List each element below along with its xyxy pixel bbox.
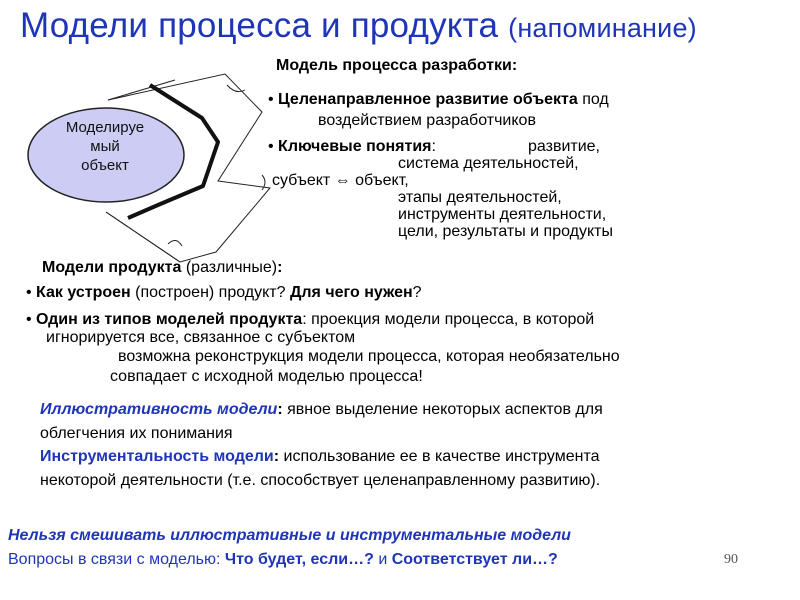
ellipse-label-line: мый — [90, 138, 120, 155]
product-bullet-1-mid: (построен) продукт? — [135, 284, 286, 301]
product-heading-colon: : — [277, 259, 283, 276]
diagram-angle-arc — [168, 240, 182, 246]
diagram-ray — [108, 80, 175, 100]
footer-question-2: Соответствует ли…? — [391, 551, 558, 568]
product-bullet-2: • Один из типов моделей продукта: проекция модели процесса, в которой — [26, 311, 595, 328]
concept-item: инструменты деятельности, — [398, 206, 607, 223]
concept-item: развитие, — [528, 138, 600, 155]
concept-item: этапы деятельностей, — [398, 189, 562, 206]
product-bullet-2-line3: возможна реконструкция модели процесса, которая необязательно — [118, 348, 620, 365]
process-bullet-1-bold: Целенаправленное развитие объекта — [278, 91, 578, 108]
product-bullet-2-bold: Один из типов моделей продукта — [36, 311, 303, 328]
instrumentality-colon: : — [273, 448, 280, 465]
product-bullet-2-line2: игнорируется все, связанное с субъектом — [46, 329, 356, 346]
product-bullet-1-bold1: Как устроен — [36, 284, 131, 301]
process-bullet-1-line2: воздействием разработчиков — [318, 112, 536, 129]
illustrativeness-line2: облегчения их понимания — [40, 425, 233, 442]
footer-question-1: Что будет, если…? — [224, 551, 374, 568]
illustrativeness-line1 — [40, 401, 603, 419]
product-bullet-2-line4: совпадает с исходной моделью процесса! — [110, 368, 423, 385]
footer-warning: Нельзя смешивать иллюстративные и инструментальные модели — [8, 527, 571, 544]
footer-questions — [8, 551, 558, 569]
diagram-ray — [106, 212, 180, 262]
process-bullet-2: • Ключевые понятия: — [268, 138, 436, 155]
title-sub: (напоминание) — [508, 13, 697, 43]
product-bullet-1-bold2: Для чего нужен — [289, 284, 413, 301]
footer-questions-pre: Вопросы в связи с моделью: — [8, 551, 221, 568]
instrumentality-line2: некоторой деятельности (т.е. способствует целенаправленному развитию). — [40, 472, 601, 489]
product-heading-bold: Модели продукта — [42, 259, 182, 276]
concept-item: субъект ⇔ объект, — [272, 172, 409, 189]
process-bullet-2-colon: : — [431, 138, 436, 155]
product-heading-rest: (различные) — [185, 259, 278, 276]
concept-item: система деятельностей, — [398, 155, 579, 172]
ellipse-label-line: Моделируе — [65, 119, 145, 136]
process-bullet-2-bold: Ключевые понятия — [278, 138, 432, 155]
illustrativeness-text: явное выделение некоторых аспектов для — [287, 401, 603, 418]
instrumentality-line1 — [40, 448, 600, 466]
concept-item: цели, результаты и продукты — [398, 223, 613, 240]
process-heading: Модель процесса разработки: — [276, 57, 518, 74]
product-bullet-2-rest: : проекция модели процесса, в которой — [302, 311, 595, 328]
instrumentality-label: Инструментальность модели — [40, 448, 274, 465]
product-heading — [42, 259, 282, 277]
product-bullet-1-end: ? — [412, 284, 422, 301]
illustrativeness-label: Иллюстративность модели — [40, 401, 278, 418]
ellipse-label-line: объект — [81, 157, 129, 174]
modeled-object-label — [40, 118, 170, 175]
title-main: Модели процесса и продукта — [20, 6, 499, 45]
process-bullet-1: • Целенаправленное развитие объекта под — [268, 91, 609, 108]
product-bullet-1: • Как устроен (построен) продукт? Для чего нужен? — [26, 284, 422, 301]
page-number: 90 — [724, 552, 738, 567]
process-bullet-1-rest: под — [582, 91, 609, 108]
footer-and: и — [378, 551, 388, 568]
illustrativeness-colon: : — [277, 401, 283, 418]
instrumentality-text: использование ее в качестве инструмента — [283, 448, 600, 465]
